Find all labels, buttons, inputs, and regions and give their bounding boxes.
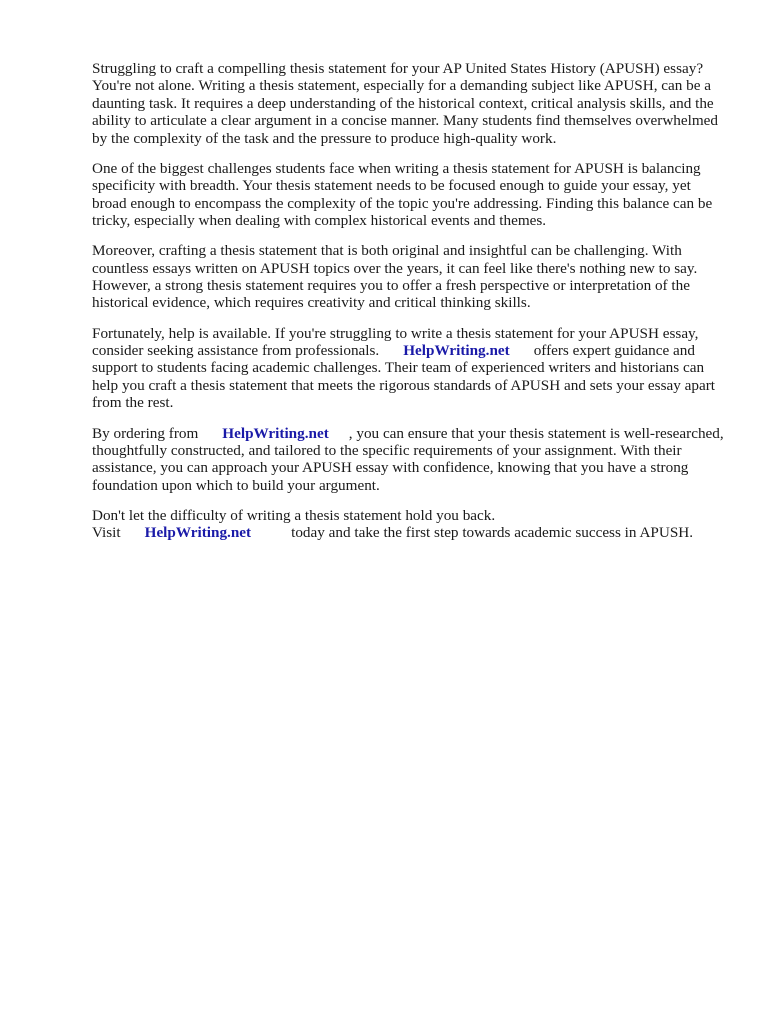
paragraph-help: [92, 325, 724, 412]
helpwriting-link-3[interactable]: HelpWriting.net: [144, 524, 252, 542]
paragraph-challenges: One of the biggest challenges students face when writing a thesis statement for APUSH is balancing specificity with breadth. Your thesis statement needs to be focused enough to guide your essay, yet broad enough to encompass the complexity of the topic you're addressing. Finding this balance can be tricky, especially when dealing with complex historical events and themes.: [92, 159, 713, 230]
paragraph-help-text-after: offers expert guidance and support to students facing academic challenges. Their team of experienced writers and historians can help you craft a thesis statement that meets the rigorous standards of APUSH and sets your essay apart from the rest.: [92, 342, 715, 412]
paragraph-ordering: [92, 425, 724, 495]
paragraph-ordering-text-before: By ordering from: [92, 424, 199, 442]
paragraph-ordering-text-after: , you can ensure that your thesis statement is well-researched, thoughtfully constructed, and tailored to the specific requirements of your assignment. With their assistance, you can approach your APUSH essay with confidence, knowing that you have a strong foundation upon which to build your argument.: [92, 424, 724, 494]
paragraph-closing-text-before: Don't let the difficulty of writing a thesis statement hold you back. Visit: [92, 506, 496, 542]
paragraph-intro: Struggling to craft a compelling thesis statement for your AP United States History (APUSH) essay? You're not alone. Writing a thesis statement, especially for a demanding subject like APUSH, can be a daunting task. It requires a deep understanding of the historical context, critical analysis skills, and the ability to articulate a clear argument in a concise manner. Many students find themselves overwhelmed by the complexity of the task and the pressure to produce high-quality work.: [92, 60, 719, 147]
helpwriting-link-1[interactable]: HelpWriting.net: [403, 342, 510, 360]
paragraph-originality: Moreover, crafting a thesis statement that is both original and insightful can be challenging. With countless essays written on APUSH topics over the years, it can feel like there's nothing new to say. However, a strong thesis statement requires you to offer a fresh perspective or interpretation of the historical evidence, which requires creativity and critical thinking skills.: [92, 242, 698, 312]
paragraph-closing-text-after: today and take the first step towards academic success in APUSH.: [291, 524, 694, 542]
paragraph-closing: [92, 507, 724, 542]
helpwriting-link-2[interactable]: HelpWriting.net: [222, 424, 329, 442]
paragraph-help-text-before: Fortunately, help is available. If you're struggling to write a thesis statement for your APUSH essay, consider seeking assistance from professionals.: [92, 324, 699, 360]
document-body: [92, 60, 724, 555]
